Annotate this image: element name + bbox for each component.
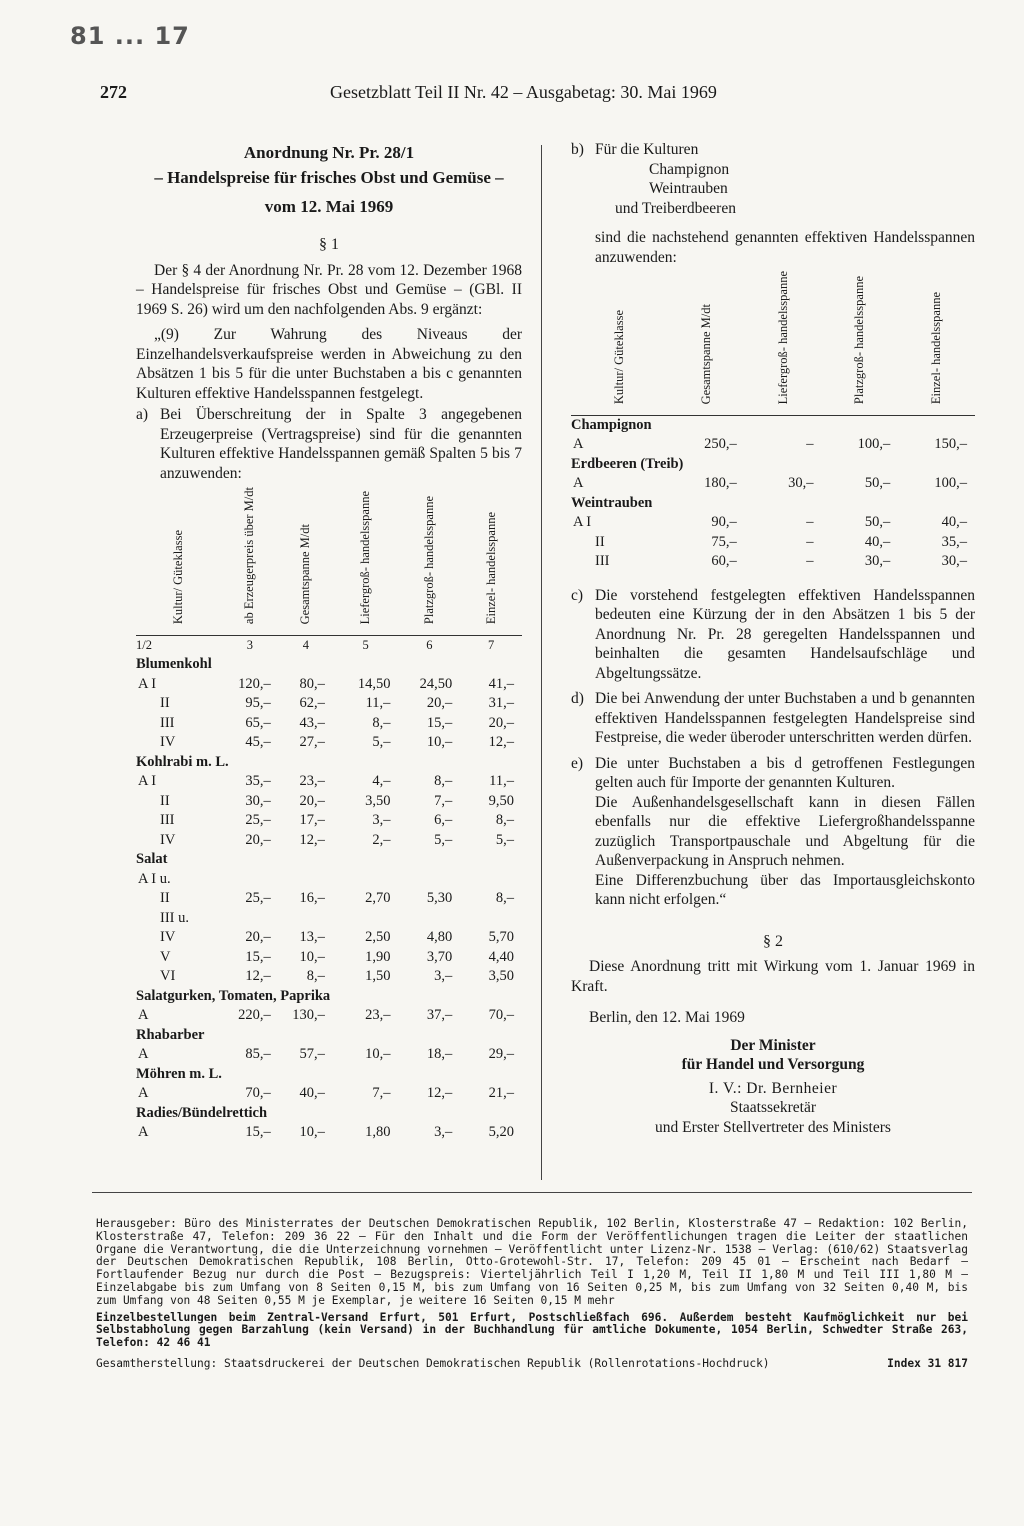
table-cell-value: 35,– <box>941 533 967 550</box>
table-cell-value <box>333 870 399 890</box>
intro-text: Der § 4 der Anordnung Nr. Pr. 28 vom 12. Dezember 1968 – Handelspreise für frisches Obst und Gemüse – (GBl. II 1969 S. 26) wird um den nachfolgenden Abs. 9 ergänzt: <box>136 261 522 318</box>
table-cell-class: V <box>160 948 171 965</box>
table-cell-value: – <box>806 553 814 570</box>
culture-list <box>571 160 975 219</box>
table-cell-value: 5,30 <box>426 890 453 907</box>
table-cell-value: 5,– <box>434 831 453 848</box>
table-b-header-1: Kultur/ Güteklasse <box>611 310 626 405</box>
table-cell-value: 37,– <box>426 1007 453 1024</box>
table-cell-value: 8,– <box>495 890 514 907</box>
table-cell-class: VI <box>160 968 176 985</box>
table-row <box>571 474 975 494</box>
table-group-name: Erdbeeren (Treib) <box>571 455 684 472</box>
title-line-3: vom 12. Mai 1969 <box>264 197 394 216</box>
table-cell-value: 10,– <box>426 734 453 751</box>
table-cell-value: 220,– <box>238 1007 271 1024</box>
table-cell-value: 12,– <box>426 1085 453 1102</box>
table-cell-value: 16,– <box>299 890 325 907</box>
table-cell-value: 8,– <box>434 773 453 790</box>
table-a-header-2: ab Erzeugerpreis über M/dt <box>242 487 257 625</box>
table-b-header-2: Gesamtspanne M/dt <box>698 304 713 405</box>
table-cell-class: IV <box>160 929 176 946</box>
table-cell-value: 40,– <box>299 1085 325 1102</box>
table-cell-value: 2,– <box>372 831 391 848</box>
table-row <box>136 811 522 831</box>
table-cell-value: 250,– <box>704 436 737 453</box>
signature-line: für Handel und Versorgung <box>681 1056 865 1074</box>
table-cell-value <box>221 909 279 929</box>
item-e-text3: Eine Differenzbuchung über das Importausgleichskonto kann nicht erfolgen.“ <box>595 871 975 909</box>
table-a-colnum: 4 <box>302 637 309 652</box>
table-cell-value: 57,– <box>299 1046 325 1063</box>
table-a-colnum: 6 <box>426 637 433 652</box>
signature-line: und Erster Stellvertreter des Ministers <box>655 1118 891 1136</box>
imprint-orders: Einzelbestellungen beim Zentral-Versand Erfurt, 501 Erfurt, Postschließfach 696. Außerdem besteht Kaufmöglichkeit nur bei Selbstabholung gegen Barzahlung (kein Versand) in der Buchhandlung für amtliche Dokumente, 1054 Berlin, Schwedter Straße 263, Telefon: 42 46 41 <box>96 1310 968 1350</box>
table-row <box>136 733 522 753</box>
table-cell-value: 80,– <box>299 675 325 692</box>
table-cell-value: 3,– <box>434 1124 453 1141</box>
table-cell-value: 31,– <box>488 695 514 712</box>
table-a-header-1: Kultur/ Güteklasse <box>170 530 185 625</box>
table-row <box>136 870 522 890</box>
table-row <box>136 831 522 851</box>
table-cell-class: A <box>573 475 584 492</box>
table-cell-value: 25,– <box>245 812 271 829</box>
table-row <box>136 1084 522 1104</box>
paragraph-1-heading: § 1 <box>319 236 339 253</box>
table-row <box>136 1006 522 1026</box>
culture-item: Champignon <box>649 160 730 178</box>
table-cell-value: 8,– <box>306 968 325 985</box>
table-cell-value <box>221 870 279 890</box>
table-cell-value: 70,– <box>488 1007 514 1024</box>
page-number: 272 <box>100 82 127 102</box>
table-cell-value: 21,– <box>488 1085 514 1102</box>
table-cell-value: 5,70 <box>488 929 514 946</box>
table-cell-value: 20,– <box>426 695 453 712</box>
table-cell-value: 30,– <box>788 475 814 492</box>
table-cell-value: 24,50 <box>419 675 453 692</box>
signature-line: Der Minister <box>730 1036 816 1054</box>
title-line-1: Anordnung Nr. Pr. 28/1 <box>243 143 415 162</box>
table-cell-value: 1,90 <box>365 948 391 965</box>
table-a-header-5: Platzgroß- handelsspanne <box>421 496 436 625</box>
table-cell-class: III <box>160 714 175 731</box>
table-cell-value: 2,70 <box>365 890 391 907</box>
table-cell-value: 150,– <box>934 436 967 453</box>
item-c <box>571 586 975 684</box>
table-cell-value: 18,– <box>426 1046 453 1063</box>
table-cell-class: A I <box>138 675 157 692</box>
item-d <box>571 689 975 748</box>
table-cell-value: 3,50 <box>488 968 514 985</box>
table-row <box>571 435 975 455</box>
table-group-name: Möhren m. L. <box>136 1065 222 1082</box>
table-a-colnum: 5 <box>362 637 369 652</box>
table-cell-value: 30,– <box>245 792 271 809</box>
table-cell-value: 40,– <box>864 533 891 550</box>
table-cell-value: 30,– <box>941 553 967 570</box>
table-row <box>136 928 522 948</box>
imprint-production <box>96 1358 968 1371</box>
table-a-colnum: 1/2 <box>136 637 152 652</box>
table-cell-class: A I u. <box>138 870 171 887</box>
culture-item: und Treiberdbeeren <box>615 199 736 217</box>
table-group-name: Salatgurken, Tomaten, Paprika <box>136 987 331 1004</box>
table-cell-class: II <box>160 792 170 809</box>
prices-table-b <box>571 271 975 572</box>
table-cell-value: 120,– <box>238 675 271 692</box>
table-row <box>571 513 975 533</box>
table-cell-value: 11,– <box>365 695 391 712</box>
table-cell-value: 30,– <box>864 553 891 570</box>
table-a-header-3: Gesamtspanne M/dt <box>298 523 313 625</box>
table-b-header-5: Einzel- handelsspanne <box>929 292 944 405</box>
table-cell-value: 14,50 <box>357 675 391 692</box>
table-cell-value: 4,– <box>372 773 391 790</box>
table-row <box>136 792 522 812</box>
item-a-text: Bei Überschreitung der in Spalte 3 angegebenen Erzeugerpreise (Vertragspreise) sind für die genannten Kulturen effektive Handelsspannen gemäß Spalten 5 bis 7 anzuwenden: <box>160 406 522 482</box>
table-group-name: Radies/Bündelrettich <box>136 1104 268 1121</box>
item-e-text2: Die Außenhandelsgesellschaft kann in diesen Fällen ebenfalls nur die effektive Liefergroßhandelsspanne zuzüglich Transportpauschale und Abgeltung für die Außenverpackung in Anspruch nehmen. <box>595 793 975 870</box>
table-cell-value: 6,– <box>434 812 453 829</box>
index-number: Index 31 817 <box>887 1356 968 1370</box>
table-cell-value: 12,– <box>245 968 271 985</box>
table-cell-value: – <box>806 533 814 550</box>
table-cell-class: II <box>595 533 605 550</box>
table-row <box>136 889 522 909</box>
table-cell-value: 29,– <box>488 1046 514 1063</box>
item-d-text: Die bei Anwendung der unter Buchstaben a und b genannten effektiven Handelsspannen festgelegten Handelspreise sind Festpreise, die weder überoder unterschritten werden dürfen. <box>595 690 975 747</box>
table-group-name: Salat <box>136 851 168 868</box>
table-cell-class: A <box>573 436 584 453</box>
table-cell-value: 3,70 <box>426 948 453 965</box>
table-cell-value: 7,– <box>434 792 453 809</box>
table-cell-value: 20,– <box>245 831 271 848</box>
table-cell-class: A I <box>138 773 157 790</box>
signature-line: I. V.: Dr. Bernheier <box>708 1079 838 1097</box>
table-cell-value: 15,– <box>245 1124 271 1141</box>
signature-block <box>571 1036 975 1138</box>
table-cell-value: 8,– <box>372 714 391 731</box>
page-header <box>0 82 1024 108</box>
table-cell-value: 20,– <box>488 714 514 731</box>
table-row <box>136 772 522 792</box>
table-cell-value: 10,– <box>299 1124 325 1141</box>
item-c-marker: c) <box>571 586 584 604</box>
table-cell-value <box>279 909 333 929</box>
table-cell-class: III u. <box>160 909 189 926</box>
table-cell-value: 45,– <box>245 734 271 751</box>
table-cell-value <box>398 909 460 929</box>
place-date: Berlin, den 12. Mai 1969 <box>589 1009 745 1027</box>
abs9-text: „(9) Zur Wahrung des Niveaus der Einzelhandelsverkaufspreise werden in Abweichung zu den Absätzen 1 bis 5 für die unter Buchstaben a bis c genannten Kulturen effektive Handelsspannen festgelegt. <box>136 326 522 402</box>
table-cell-value: 20,– <box>299 792 325 809</box>
table-cell-value: 7,– <box>372 1085 391 1102</box>
right-column <box>571 140 975 1137</box>
item-d-marker: d) <box>571 690 584 708</box>
table-cell-class: III <box>595 553 610 570</box>
left-column <box>136 140 522 1143</box>
table-row <box>571 552 975 572</box>
table-a-header-4: Liefergroß- handelsspanne <box>358 490 373 625</box>
table-row <box>136 675 522 695</box>
table-group-name: Blumenkohl <box>136 656 212 673</box>
table-cell-value: 20,– <box>245 929 271 946</box>
title-line-2: – Handelspreise für frisches Obst und Gemüse – <box>154 168 504 187</box>
table-cell-class: IV <box>160 831 176 848</box>
paragraph-2-heading: § 2 <box>763 932 783 950</box>
table-a-colnum: 3 <box>246 637 253 652</box>
table-cell-value: 85,– <box>245 1046 271 1063</box>
table-cell-value: 23,– <box>299 773 325 790</box>
table-cell-value: 1,80 <box>365 1124 391 1141</box>
item-e-text: Die unter Buchstaben a bis d getroffenen Festlegungen gelten auch für Importe der genannten Kulturen. <box>595 754 975 792</box>
table-cell-value: 180,– <box>704 475 737 492</box>
imprint-publisher: Herausgeber: Büro des Ministerrates der Deutschen Demokratischen Republik, 102 Berlin, Klosterstraße 47 – Redaktion: 102 Berlin, Klosterstraße 47, Telefon: 209 36 22 – Für den Inhalt und die Form der Veröffentlichungen tragen die Leiter der staatlichen Organe die Verantwortung, die die Unterzeichnung vornehmen – Veröffentlicht unter Lizenz-Nr. 1538 – Verlag: (610/62) Staatsverlag der Deutschen Demokratischen Republik, 108 Berlin, Otto-Grotewohl-Str. 17, Telefon: 209 45 01 – Erscheint nach Bedarf – Fortlaufender Bezug nur durch die Post – Bezugspreis: Vierteljährlich Teil I 1,20 M, Teil II 1,80 M und Teil III 1,80 M – Einzelabgabe bis zum Umfang von 8 Seiten 0,15 M, bis zum Umfang von 16 Seiten 0,25 M, bis zum Umfang von 32 Seiten 0,40 M, bis zum Umfang von 48 Seiten 0,55 M je Exemplar, je weitere 16 Seiten 0,15 M mehr <box>96 1217 968 1307</box>
imprint-printer: Gesamtherstellung: Staatsdruckerei der Deutschen Demokratischen Republik (Rollenrotations-Hochdruck) <box>96 1356 770 1370</box>
table-cell-value: 4,80 <box>426 929 453 946</box>
table-cell-value: 100,– <box>934 475 967 492</box>
table-cell-class: IV <box>160 734 176 751</box>
table-cell-value: 40,– <box>941 514 967 531</box>
table-cell-value: 1,50 <box>365 968 391 985</box>
item-a <box>136 405 522 483</box>
table-cell-value: 10,– <box>365 1046 391 1063</box>
table-row <box>136 909 522 929</box>
table-cell-value: 62,– <box>299 695 325 712</box>
table-cell-value: 50,– <box>864 514 891 531</box>
table-row <box>571 533 975 553</box>
table-cell-value: 95,– <box>245 695 271 712</box>
table-cell-value: 9,50 <box>488 792 514 809</box>
item-e-marker: e) <box>571 754 584 772</box>
table-b-header-4: Platzgroß- handelsspanne <box>852 276 867 405</box>
table-a-header-6: Einzel- handelsspanne <box>483 512 498 625</box>
table-row <box>136 714 522 734</box>
table-cell-class: A <box>138 1124 149 1141</box>
table-cell-value <box>398 870 460 890</box>
table-cell-value: – <box>806 436 814 453</box>
table-cell-value: 11,– <box>489 773 514 790</box>
item-b-marker: b) <box>571 141 584 158</box>
document-title <box>136 140 522 219</box>
table-cell-value <box>333 909 399 929</box>
table-cell-value: 35,– <box>245 773 271 790</box>
table-cell-value: 15,– <box>426 714 453 731</box>
table-cell-value: 23,– <box>365 1007 391 1024</box>
table-cell-value: 100,– <box>857 436 891 453</box>
table-cell-value: 5,– <box>495 831 514 848</box>
header-title: Gesetzblatt Teil II Nr. 42 – Ausgabetag: 30. Mai 1969 <box>330 82 717 102</box>
table-cell-value: 90,– <box>711 514 737 531</box>
item-b <box>571 140 975 160</box>
table-cell-value: 60,– <box>711 553 737 570</box>
table-cell-value: 12,– <box>299 831 325 848</box>
table-cell-value: 10,– <box>299 948 325 965</box>
table-cell-value: 2,50 <box>365 929 391 946</box>
table-cell-class: II <box>160 695 170 712</box>
table-cell-value: 130,– <box>292 1007 325 1024</box>
item-a-marker: a) <box>136 406 149 423</box>
table-cell-value: 17,– <box>299 812 325 829</box>
final-provision: Diese Anordnung tritt mit Wirkung vom 1. Januar 1969 in Kraft. <box>571 958 975 995</box>
table-cell-value: 25,– <box>245 890 271 907</box>
table-cell-value: 43,– <box>299 714 325 731</box>
table-cell-value: 5,20 <box>488 1124 514 1141</box>
table-cell-value: 70,– <box>245 1085 271 1102</box>
table-cell-value: 15,– <box>245 948 271 965</box>
table-cell-value <box>279 870 333 890</box>
archive-stamp: 81 ... 17 <box>70 22 190 50</box>
table-cell-class: A I <box>573 514 592 531</box>
imprint <box>96 1218 968 1371</box>
table-cell-value: 5,– <box>372 734 391 751</box>
table-group-name: Weintrauben <box>571 494 653 511</box>
table-cell-class: A <box>138 1085 149 1102</box>
table-cell-class: A <box>138 1007 149 1024</box>
prices-table-a <box>136 487 522 1143</box>
table-row <box>136 1045 522 1065</box>
table-cell-value <box>460 909 522 929</box>
table-cell-value: 65,– <box>245 714 271 731</box>
table-group-name: Kohlrabi m. L. <box>136 753 229 770</box>
table-cell-value: 3,50 <box>365 792 391 809</box>
table-cell-value: 13,– <box>299 929 325 946</box>
table-cell-class: III <box>160 812 175 829</box>
item-e <box>571 754 975 793</box>
table-row <box>136 967 522 987</box>
table-cell-value: 3,– <box>372 812 391 829</box>
table-cell-value: 12,– <box>488 734 514 751</box>
footer-rule <box>92 1192 972 1193</box>
table-cell-class: II <box>160 890 170 907</box>
culture-item: Weintrauben <box>649 180 728 197</box>
signature-line: Staatssekretär <box>729 1099 817 1117</box>
table-a-colnum: 7 <box>487 637 495 652</box>
item-c-text: Die vorstehend festgelegten effektiven Handelsspannen bedeuten eine Kürzung der in den Absätzen 1 bis 5 der Anordnung Nr. Pr. 28 geregelten Handelsspannen und beinhalten die gesamten Handelsaufschläge und Abgeltungssätze. <box>595 586 975 682</box>
table-row <box>136 948 522 968</box>
table-group-name: Rhabarber <box>136 1026 205 1043</box>
table-cell-value: 50,– <box>864 475 891 492</box>
table-b-header-3: Liefergroß- handelsspanne <box>775 271 790 405</box>
table-group-name: Champignon <box>571 416 652 433</box>
table-cell-value: – <box>806 514 814 531</box>
table-row <box>136 1123 522 1143</box>
table-cell-class: A <box>138 1046 149 1063</box>
item-b-text: Für die Kulturen <box>595 141 699 158</box>
table-cell-value: 8,– <box>495 812 514 829</box>
table-cell-value: 3,– <box>434 968 453 985</box>
table-row <box>136 694 522 714</box>
item-b-text2: sind die nachstehend genannten effektiven Handelsspannen anzuwenden: <box>595 229 975 266</box>
column-divider <box>541 145 542 1180</box>
table-cell-value: 41,– <box>488 675 514 692</box>
table-cell-value: 75,– <box>711 533 737 550</box>
table-cell-value <box>460 870 522 890</box>
table-cell-value: 27,– <box>299 734 325 751</box>
table-cell-value: 4,40 <box>488 948 514 965</box>
